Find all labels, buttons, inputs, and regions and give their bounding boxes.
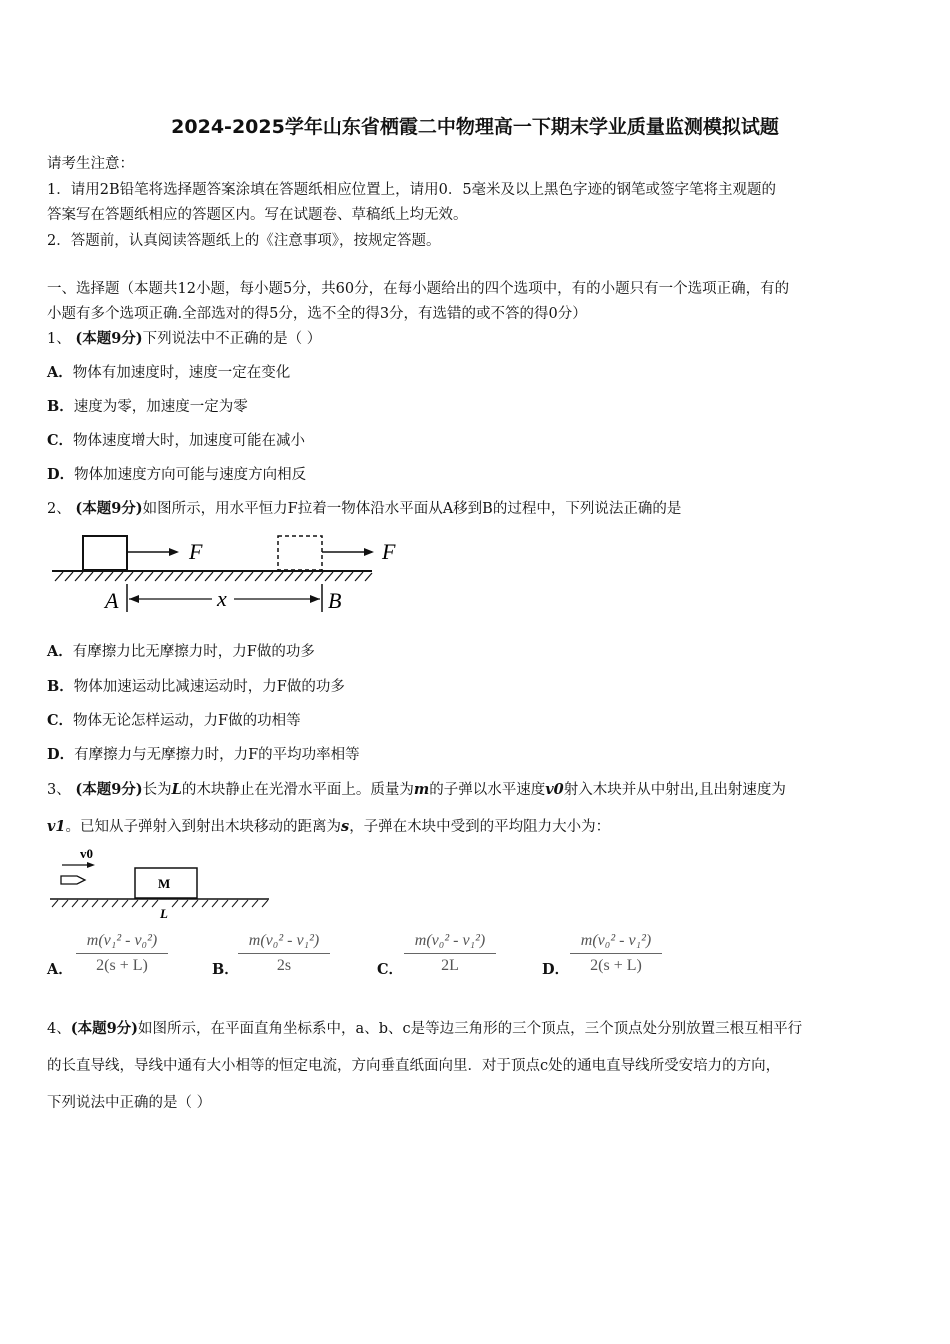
velocity-label: v0 — [80, 846, 93, 861]
force-label-start: F — [189, 539, 203, 564]
fraction-denominator: 2(s + L) — [96, 957, 148, 974]
option-label: C． — [377, 961, 404, 978]
force-arrowhead-end — [364, 548, 374, 556]
option-label: D． — [47, 466, 75, 483]
fraction-bar — [238, 953, 330, 954]
q1-option-b — [47, 395, 248, 416]
q1-text: 下列说法中不正确的是（ ） — [142, 331, 322, 347]
var-v0: v0 — [545, 781, 564, 798]
label-b: B — [328, 588, 342, 613]
option-label: A． — [47, 961, 73, 978]
option-label: C． — [47, 712, 74, 729]
bullet — [61, 876, 85, 884]
option-label: C． — [47, 432, 74, 449]
var-m: m — [413, 781, 430, 798]
fraction-bar — [76, 953, 168, 954]
option-text: 速度为零，加速度一定为零 — [73, 399, 248, 415]
distance-arrowhead-right — [310, 595, 320, 603]
notice-item-2: 2．答题前，认真阅读答题纸上的《注意事项》，按规定答题。 — [47, 233, 441, 249]
q2-number: 2、 — [47, 501, 71, 517]
q3-option-a-fraction — [76, 932, 168, 975]
fraction-numerator: m(v₁² - v₀²) — [86, 932, 158, 949]
fraction-denominator: 2L — [441, 957, 459, 974]
q3-option-b-fraction — [238, 932, 330, 975]
q2-stem — [47, 497, 681, 518]
q4-text: 如图所示，在平面直角坐标系中，a、b、c是等边三角形的三个顶点，三个顶点处分别放置三根互相平行 — [138, 1021, 803, 1037]
q1-stem — [47, 327, 321, 348]
q4-stem-line-3: 下列说法中正确的是（ ） — [47, 1095, 212, 1111]
q3-figure — [47, 844, 277, 924]
q3-score: (本题9分) — [75, 781, 143, 798]
fraction-numerator: m(v₀² - v₁²) — [248, 932, 320, 949]
q4-stem-line-2: 的长直导线，导线中通有大小相等的恒定电流，方向垂直纸面向里．对于顶点c处的通电直导线所受安培力的方向， — [47, 1058, 781, 1074]
option-label: A． — [47, 643, 73, 660]
block-label: M — [158, 876, 171, 891]
option-text: 物体加速运动比减速运动时，力F做的功多 — [73, 679, 345, 695]
q3-text: ，子弹在木块中受到的平均阻力大小为： — [349, 819, 611, 835]
q2-option-d — [47, 743, 360, 764]
option-text: 有摩擦力比无摩擦力时，力F做的功多 — [72, 644, 315, 660]
q2-option-b — [47, 675, 345, 696]
fraction-denominator: 2(s + L) — [590, 957, 642, 974]
velocity-arrowhead — [87, 862, 95, 868]
q4-stem-line-1 — [47, 1017, 802, 1038]
option-text: 物体无论怎样运动，力F做的功相等 — [73, 713, 301, 729]
fraction-bar — [404, 953, 496, 954]
q2-option-a — [47, 640, 315, 661]
fraction-bar — [570, 953, 662, 954]
option-label: B． — [212, 961, 239, 978]
q3-text: 。已知从子弹射入到射出木块移动的距离为 — [65, 819, 342, 835]
q2-text: 如图所示，用水平恒力F拉着一物体沿水平面从A移到B的过程中，下列说法正确的是 — [142, 501, 682, 517]
section-intro-line-2: 小题有多个选项正确.全部选对的得5分，选不全的得3分，有选错的或不答的得0分） — [47, 306, 587, 322]
option-label: A． — [47, 364, 73, 381]
q1-option-a — [47, 361, 290, 382]
length-label: L — [160, 906, 168, 921]
force-label-end: F — [382, 539, 396, 564]
q3-option-a-label — [47, 958, 73, 979]
option-text: 物体有加速度时，速度一定在变化 — [72, 365, 291, 381]
q3-stem-line-2 — [47, 815, 610, 836]
q4-score: (本题9分) — [70, 1020, 139, 1037]
q3-stem-line-1 — [47, 778, 786, 799]
block-start — [83, 536, 127, 570]
q3-text: 射入木块并从中射出,且出射速度为 — [563, 782, 786, 798]
q3-option-c-label — [377, 958, 403, 979]
q2-score: (本题9分) — [75, 500, 143, 517]
section-intro-line-1: 一、选择题（本题共12小题，每小题5分，共60分，在每小题给出的四个选项中，有的小题只有一个选项正确，有的 — [47, 281, 790, 297]
option-label: B． — [47, 678, 74, 695]
option-text: 物体加速度方向可能与速度方向相反 — [74, 467, 307, 483]
q1-option-d — [47, 463, 306, 484]
q2-figure — [47, 528, 417, 623]
q3-number: 3、 — [47, 782, 71, 798]
block-end — [278, 536, 322, 570]
q3-text: 的木块静止在光滑水平面上。质量为 — [181, 782, 414, 798]
q3-option-b-label — [212, 958, 239, 979]
q1-score: (本题9分) — [75, 330, 143, 347]
fraction-numerator: m(v₀² - v₁²) — [580, 932, 652, 949]
var-v1: v1 — [47, 818, 66, 835]
notice-item-1-line-2: 答案写在答题纸相应的答题区内。写在试题卷、草稿纸上均无效。 — [47, 207, 468, 223]
option-label: D． — [47, 746, 75, 763]
option-text: 有摩擦力与无摩擦力时，力F的平均功率相等 — [74, 747, 360, 763]
q3-option-c-fraction — [404, 932, 496, 975]
label-a: A — [105, 588, 119, 613]
option-label: D． — [542, 961, 570, 978]
fraction-denominator: 2s — [276, 957, 292, 974]
q4-number: 4、 — [47, 1021, 71, 1037]
q2-option-c — [47, 709, 301, 730]
var-s: s — [341, 818, 350, 835]
q1-option-c — [47, 429, 305, 450]
option-text: 物体速度增大时，加速度可能在减小 — [73, 433, 306, 449]
q3-option-d-fraction — [570, 932, 662, 975]
force-arrowhead-start — [169, 548, 179, 556]
label-x: x — [217, 586, 227, 611]
var-L: L — [171, 781, 182, 798]
distance-arrowhead-left — [129, 595, 139, 603]
q3-option-d-label — [542, 958, 569, 979]
q1-number: 1、 — [47, 331, 71, 347]
notice-item-1-line-1: 1．请用2B铅笔将选择题答案涂填在答题纸相应位置上，请用0．5毫米及以上黑色字迹的钢笔或签字笔将主观题的 — [47, 182, 777, 198]
q3-text: 的子弹以水平速度 — [429, 782, 546, 798]
fraction-numerator: m(v₀² - v₁²) — [414, 932, 486, 949]
ground-hatch — [55, 572, 372, 581]
page-title: 2024-2025学年山东省栖霞二中物理高一下期末学业质量监测模拟试题 — [171, 116, 779, 138]
q3-text: 长为 — [142, 782, 172, 798]
notice-heading: 请考生注意： — [47, 156, 134, 172]
option-label: B． — [47, 398, 74, 415]
